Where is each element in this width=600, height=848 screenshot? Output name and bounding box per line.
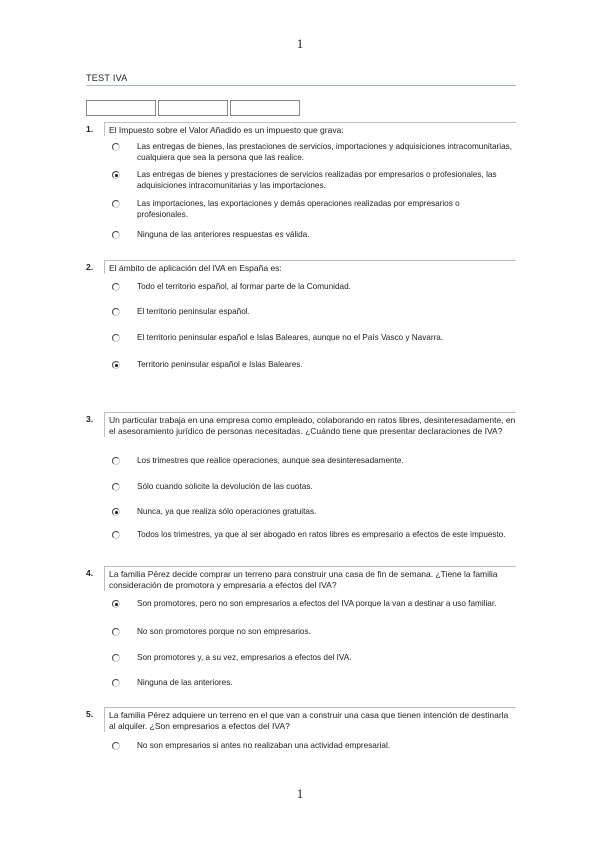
answer-box[interactable]	[86, 100, 156, 116]
radio-button-selected[interactable]	[112, 171, 120, 179]
option-text: Las entregas de bienes, las prestaciones de servicios, importaciones y adquisiciones intracomunitarias, cualquiera que sea la persona que las realice.	[137, 142, 513, 162]
option-text: Nunca, ya que realiza sólo operaciones gratuitas.	[137, 507, 317, 516]
option-text: Todo el territorio español, al formar parte de la Comunidad.	[137, 282, 351, 291]
answer-option[interactable]	[112, 456, 512, 467]
answer-option[interactable]	[112, 741, 512, 752]
radio-button[interactable]	[112, 231, 120, 239]
radio-button[interactable]	[112, 654, 120, 662]
radio-button[interactable]	[112, 628, 120, 636]
radio-button-selected[interactable]	[112, 361, 120, 369]
option-text: Ninguna de las anteriores.	[137, 678, 233, 687]
question-text: El ámbito de aplicación del IVA en España es:	[104, 260, 516, 274]
question-3	[86, 412, 516, 539]
option-text: Sólo cuando solicite la devolución de las cuotas.	[137, 482, 313, 491]
option-text: No son empresarios si antes no realizaban una actividad empresarial.	[137, 741, 391, 750]
option-text: No son promotores porque no son empresarios.	[137, 627, 311, 636]
option-text: Los trimestres que realice operaciones, aunque sea desinteresadamente.	[137, 456, 404, 465]
radio-button-selected[interactable]	[112, 600, 120, 608]
title-divider	[86, 85, 516, 86]
radio-button[interactable]	[112, 143, 120, 151]
question-text: La familia Pérez adquiere un terreno en el que van a construir una casa que tienen intención de destinarla al alquiler. ¿Son empresarios a efectos del IVA?	[104, 707, 516, 732]
question-5	[86, 707, 516, 750]
answer-box[interactable]	[230, 100, 300, 116]
option-text: Todos los trimestres, ya que al ser abogado en ratos libres es empresario a efectos de este impuesto.	[137, 530, 506, 539]
radio-button[interactable]	[112, 531, 120, 539]
answer-option[interactable]	[112, 627, 512, 638]
question-number: 1.	[86, 124, 94, 134]
answer-option[interactable]	[112, 530, 512, 541]
answer-option[interactable]	[112, 230, 512, 241]
answer-option[interactable]	[112, 307, 512, 318]
radio-button[interactable]	[112, 200, 120, 208]
question-number: 2.	[86, 262, 94, 272]
radio-button[interactable]	[112, 457, 120, 465]
answer-boxes	[86, 100, 302, 116]
answer-box[interactable]	[158, 100, 228, 116]
answer-option[interactable]	[112, 282, 512, 293]
answer-option[interactable]	[112, 482, 512, 493]
option-text: Territorio peninsular español e Islas Baleares.	[137, 360, 303, 369]
option-text: El territorio peninsular español.	[137, 307, 250, 316]
radio-button[interactable]	[112, 483, 120, 491]
answer-option[interactable]	[112, 678, 512, 689]
page-number-top: 1	[296, 36, 304, 51]
radio-button[interactable]	[112, 283, 120, 291]
option-text: Las entregas de bienes y prestaciones de servicios realizadas por empresarios o profesionales, las adquisiciones intracomunitarias y las importaciones.	[137, 170, 497, 190]
question-4	[86, 566, 516, 687]
question-text: Un particular trabaja en una empresa como empleado, colaborando en ratos libres, desinteresadamente, en el asesoramiento jurídico de personas necesitadas. ¿Cuándo tiene que presentar declaraciones de IVA?	[104, 412, 516, 437]
option-text: El territorio peninsular español e Islas Baleares, aunque no el País Vasco y Navarra.	[137, 333, 444, 342]
answer-option[interactable]	[112, 333, 512, 344]
answer-option[interactable]	[112, 507, 512, 518]
radio-button[interactable]	[112, 308, 120, 316]
question-2	[86, 260, 516, 369]
page-number-bottom: 1	[296, 786, 304, 801]
question-number: 4.	[86, 568, 94, 578]
question-text: El Impuesto sobre el Valor Añadido es un impuesto que grava:	[104, 122, 516, 136]
question-number: 5.	[86, 709, 94, 719]
question-text: La familia Pérez decide comprar un terreno para construir una casa de fin de semana. ¿Tiene la familia consideración de promotora y empresaria a efectos del IVA?	[104, 566, 516, 591]
answer-option[interactable]	[112, 653, 512, 664]
answer-option[interactable]	[112, 360, 512, 371]
radio-button[interactable]	[112, 742, 120, 750]
test-title: TEST IVA	[86, 73, 128, 83]
question-number: 3.	[86, 414, 94, 424]
option-text: Ninguna de las anteriores respuestas es válida.	[137, 230, 310, 239]
answer-option[interactable]	[112, 142, 512, 163]
radio-button[interactable]	[112, 679, 120, 687]
radio-button-selected[interactable]	[112, 508, 120, 516]
answer-option[interactable]	[112, 170, 512, 191]
question-1	[86, 122, 516, 239]
answer-option[interactable]	[112, 199, 512, 220]
radio-button[interactable]	[112, 334, 120, 342]
answer-option[interactable]	[112, 599, 512, 610]
option-text: Son promotores, pero no son empresarios a efectos del IVA porque la van a destinar a uso familiar.	[137, 599, 497, 608]
option-text: Las importaciones, las exportaciones y demás operaciones realizadas por empresarios o profesionales.	[137, 199, 460, 219]
option-text: Son promotores y, a su vez, empresarios a efectos del IVA.	[137, 653, 352, 662]
